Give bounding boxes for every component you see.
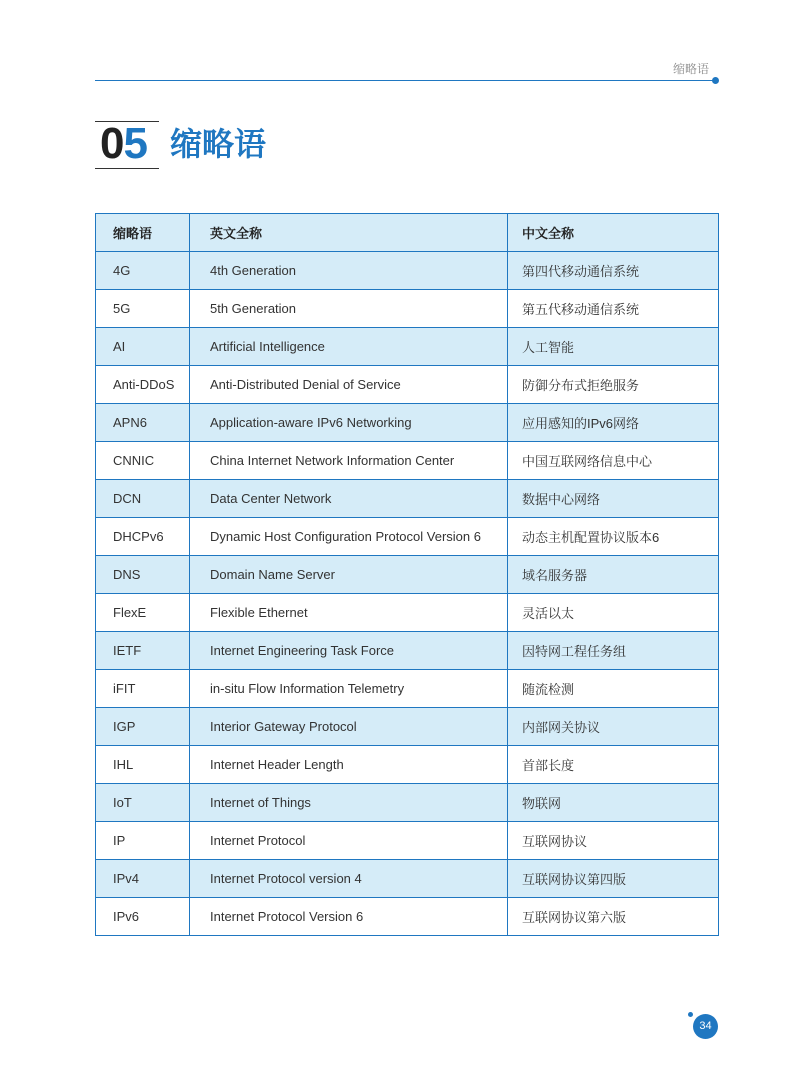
table-row	[96, 670, 719, 708]
cell-chinese-name: 第五代移动通信系统	[508, 290, 719, 328]
cell-english-name: Dynamic Host Configuration Protocol Version 6	[190, 518, 508, 556]
cell-abbreviation: DHCPv6	[96, 518, 190, 556]
cell-english-name: Internet of Things	[190, 784, 508, 822]
table-row	[96, 594, 719, 632]
cell-chinese-name: 防御分布式拒绝服务	[508, 366, 719, 404]
table-row	[96, 518, 719, 556]
table-header-row	[96, 214, 719, 252]
cell-chinese-name: 第四代移动通信系统	[508, 252, 719, 290]
cell-chinese-name: 应用感知的IPv6网络	[508, 404, 719, 442]
table-row	[96, 404, 719, 442]
cell-english-name: 4th Generation	[190, 252, 508, 290]
cell-abbreviation: CNNIC	[96, 442, 190, 480]
cell-chinese-name: 互联网协议第六版	[508, 898, 719, 936]
column-header-english: 英文全称	[190, 214, 508, 252]
cell-chinese-name: 互联网协议第四版	[508, 860, 719, 898]
cell-english-name: Anti-Distributed Denial of Service	[190, 366, 508, 404]
column-header-abbr: 缩略语	[96, 214, 190, 252]
cell-abbreviation: APN6	[96, 404, 190, 442]
cell-english-name: Data Center Network	[190, 480, 508, 518]
cell-english-name: Artificial Intelligence	[190, 328, 508, 366]
cell-abbreviation: FlexE	[96, 594, 190, 632]
cell-chinese-name: 数据中心网络	[508, 480, 719, 518]
cell-chinese-name: 内部网关协议	[508, 708, 719, 746]
cell-chinese-name: 动态主机配置协议版本6	[508, 518, 719, 556]
cell-abbreviation: AI	[96, 328, 190, 366]
cell-abbreviation: 5G	[96, 290, 190, 328]
cell-abbreviation: IPv4	[96, 860, 190, 898]
cell-english-name: Internet Engineering Task Force	[190, 632, 508, 670]
table-row	[96, 708, 719, 746]
table-row	[96, 822, 719, 860]
cell-chinese-name: 中国互联网络信息中心	[508, 442, 719, 480]
cell-english-name: Internet Header Length	[190, 746, 508, 784]
page-number-dot	[688, 1012, 693, 1017]
table-row	[96, 252, 719, 290]
cell-abbreviation: iFIT	[96, 670, 190, 708]
column-header-chinese: 中文全称	[508, 214, 719, 252]
cell-chinese-name: 互联网协议	[508, 822, 719, 860]
table-row	[96, 480, 719, 518]
cell-english-name: 5th Generation	[190, 290, 508, 328]
cell-abbreviation: IP	[96, 822, 190, 860]
cell-abbreviation: IHL	[96, 746, 190, 784]
chapter-number-suffix: 5	[123, 119, 147, 168]
cell-abbreviation: IPv6	[96, 898, 190, 936]
cell-english-name: Domain Name Server	[190, 556, 508, 594]
table-row	[96, 632, 719, 670]
cell-abbreviation: 4G	[96, 252, 190, 290]
table-row	[96, 746, 719, 784]
cell-english-name: in-situ Flow Information Telemetry	[190, 670, 508, 708]
cell-abbreviation: IoT	[96, 784, 190, 822]
chapter-number	[100, 120, 147, 168]
cell-chinese-name: 人工智能	[508, 328, 719, 366]
table-row	[96, 860, 719, 898]
cell-english-name: Internet Protocol	[190, 822, 508, 860]
cell-english-name: China Internet Network Information Center	[190, 442, 508, 480]
abbreviation-table	[95, 213, 719, 936]
table-body	[96, 252, 719, 936]
table-row	[96, 290, 719, 328]
cell-chinese-name: 首部长度	[508, 746, 719, 784]
table-row	[96, 366, 719, 404]
cell-abbreviation: DNS	[96, 556, 190, 594]
cell-english-name: Interior Gateway Protocol	[190, 708, 508, 746]
cell-abbreviation: IETF	[96, 632, 190, 670]
cell-chinese-name: 灵活以太	[508, 594, 719, 632]
page-number: 34	[693, 1014, 718, 1039]
cell-english-name: Internet Protocol version 4	[190, 860, 508, 898]
cell-abbreviation: Anti-DDoS	[96, 366, 190, 404]
cell-chinese-name: 域名服务器	[508, 556, 719, 594]
table-row	[96, 442, 719, 480]
header-dot	[712, 77, 719, 84]
running-header: 缩略语	[672, 62, 709, 76]
cell-english-name: Flexible Ethernet	[190, 594, 508, 632]
cell-english-name: Application-aware IPv6 Networking	[190, 404, 508, 442]
chapter-title: 缩略语	[170, 126, 267, 162]
header-rule	[95, 80, 715, 81]
cell-chinese-name: 随流检测	[508, 670, 719, 708]
cell-chinese-name: 因特网工程任务组	[508, 632, 719, 670]
cell-abbreviation: DCN	[96, 480, 190, 518]
table-row	[96, 328, 719, 366]
cell-english-name: Internet Protocol Version 6	[190, 898, 508, 936]
table-row	[96, 784, 719, 822]
cell-chinese-name: 物联网	[508, 784, 719, 822]
cell-abbreviation: IGP	[96, 708, 190, 746]
table-row	[96, 898, 719, 936]
table-row	[96, 556, 719, 594]
chapter-number-prefix: 0	[100, 119, 124, 168]
